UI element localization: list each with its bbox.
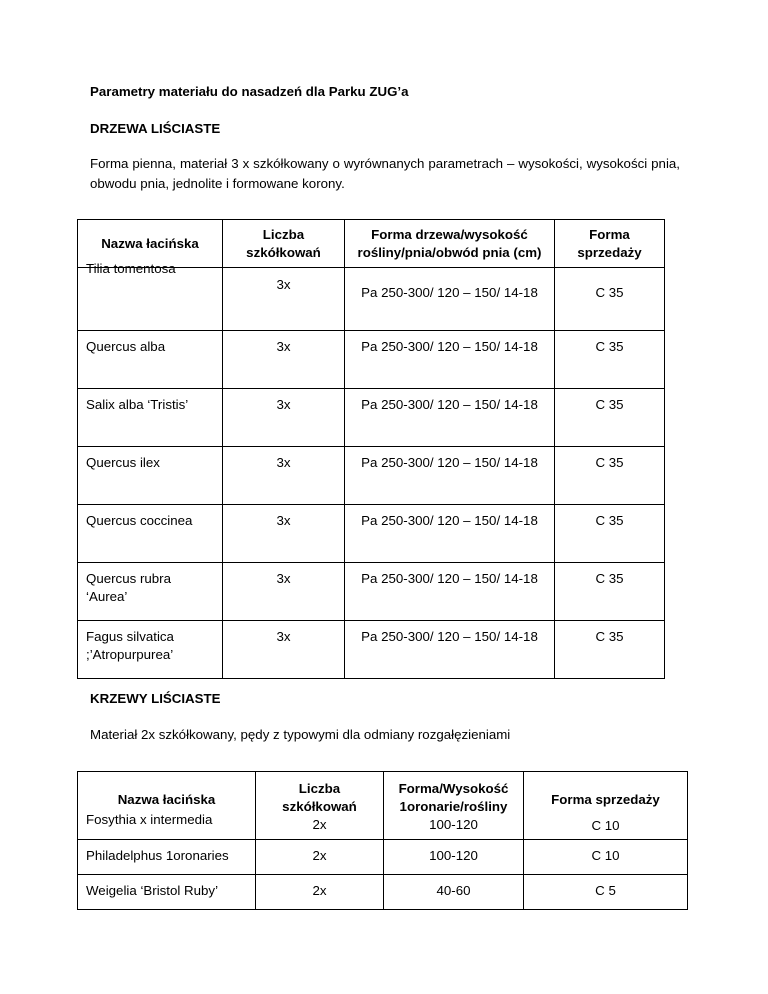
cell-tree-form: Pa 250-300/ 120 – 150/ 14-18 (345, 563, 555, 621)
cell-tree-form: Pa 250-300/ 120 – 150/ 14-18 (345, 447, 555, 505)
cell-sale-form: C 35 (555, 331, 665, 389)
cell-tree-form (345, 268, 555, 331)
section-heading-shrubs: KRZEWY LIŚCIASTE (90, 691, 221, 706)
cell-transplant-count: 3x (223, 621, 345, 679)
cell-latin-name (78, 261, 223, 331)
cell-tree-form-text: Pa 250-300/ 120 – 150/ 14-18 (361, 285, 538, 300)
cell-sale-form: C 35 (555, 447, 665, 505)
cell-sale-form: C 35 (555, 563, 665, 621)
table-header-row (78, 772, 688, 840)
cell-latin-name-text: Tilia tomentosa (86, 261, 176, 276)
cell-transplant-count (256, 772, 384, 840)
column-header-latin-name: Nazwa łacińska (78, 220, 223, 268)
cell-height: 100-120 (384, 840, 524, 875)
table-row (78, 563, 665, 621)
column-header-transplant-count: Liczba szkółkowań (223, 220, 345, 268)
cell-latin-name: Philadelphus 1oronaries (78, 840, 256, 875)
section-description-shrubs: Materiał 2x szkółkowany, pędy z typowymi dla odmiany rozgałęzieniami (90, 727, 511, 742)
cell-sale-form: C 10 (524, 840, 688, 875)
column-header-sale-form: Forma sprzedaży (551, 792, 660, 807)
cell-height (384, 772, 524, 840)
cell-latin-name: Quercus alba (78, 331, 223, 389)
cell-transplant-count-text: 2x (312, 816, 327, 832)
cell-sale-form: C 35 (555, 389, 665, 447)
cell-sale-form (555, 268, 665, 331)
cell-tree-form: Pa 250-300/ 120 – 150/ 14-18 (345, 621, 555, 679)
table-row (78, 331, 665, 389)
table-row (78, 447, 665, 505)
cell-latin-name: Salix alba ‘Tristis’ (78, 389, 223, 447)
cell-tree-form: Pa 250-300/ 120 – 150/ 14-18 (345, 331, 555, 389)
cell-transplant-count: 3x (223, 331, 345, 389)
cell-transplant-count: 3x (223, 447, 345, 505)
trees-table (77, 219, 665, 679)
table-row (78, 268, 665, 331)
cell-transplant-count: 2x (256, 875, 384, 910)
cell-sale-form (524, 772, 688, 840)
table-row (78, 505, 665, 563)
cell-latin-name-text: Fosythia x intermedia (86, 811, 213, 827)
cell-latin-name (78, 772, 256, 840)
cell-transplant-count (223, 268, 345, 331)
cell-sale-form-text: C 10 (591, 817, 620, 833)
cell-sale-form: C 5 (524, 875, 688, 910)
cell-tree-form: Pa 250-300/ 120 – 150/ 14-18 (345, 505, 555, 563)
cell-transplant-count: 3x (223, 389, 345, 447)
cell-transplant-count-text: 3x (276, 277, 291, 292)
document-title: Parametry materiału do nasadzeń dla Parku ZUG’a (90, 84, 409, 99)
cell-latin-name: Quercus rubra ‘Aurea’ (78, 563, 223, 621)
cell-sale-form-text: C 35 (595, 285, 624, 300)
cell-transplant-count: 2x (256, 840, 384, 875)
section-heading-trees: DRZEWA LIŚCIASTE (90, 121, 221, 136)
section-description-trees: Forma pienna, materiał 3 x szkółkowany o wyrównanych parametrach – wysokości, wysokości pnia, obwodu pnia, jednolite i formowane korony. (90, 156, 680, 191)
cell-latin-name: Weigelia ‘Bristol Ruby’ (78, 875, 256, 910)
cell-latin-name: Fagus silvatica ;’Atropurpurea’ (78, 621, 223, 679)
table-row (78, 875, 688, 910)
cell-transplant-count: 3x (223, 563, 345, 621)
column-header-height: Forma/Wysokość 1oronarie/rośliny (398, 781, 509, 814)
cell-tree-form: Pa 250-300/ 120 – 150/ 14-18 (345, 389, 555, 447)
table-row (78, 621, 665, 679)
cell-sale-form: C 35 (555, 621, 665, 679)
cell-height: 40-60 (384, 875, 524, 910)
column-header-latin-name: Nazwa łacińska (117, 792, 216, 807)
table-row (78, 840, 688, 875)
shrubs-table (77, 771, 688, 910)
cell-transplant-count: 3x (223, 505, 345, 563)
column-header-sale-form: Forma sprzedaży (555, 220, 665, 268)
column-header-tree-form: Forma drzewa/wysokość rośliny/pnia/obwód pnia (cm) (345, 220, 555, 268)
column-header-transplant-count: Liczba szkółkowań (282, 781, 357, 814)
cell-latin-name: Quercus ilex (78, 447, 223, 505)
cell-latin-name: Quercus coccinea (78, 505, 223, 563)
cell-height-text: 100-120 (429, 816, 478, 832)
cell-sale-form: C 35 (555, 505, 665, 563)
table-row (78, 389, 665, 447)
